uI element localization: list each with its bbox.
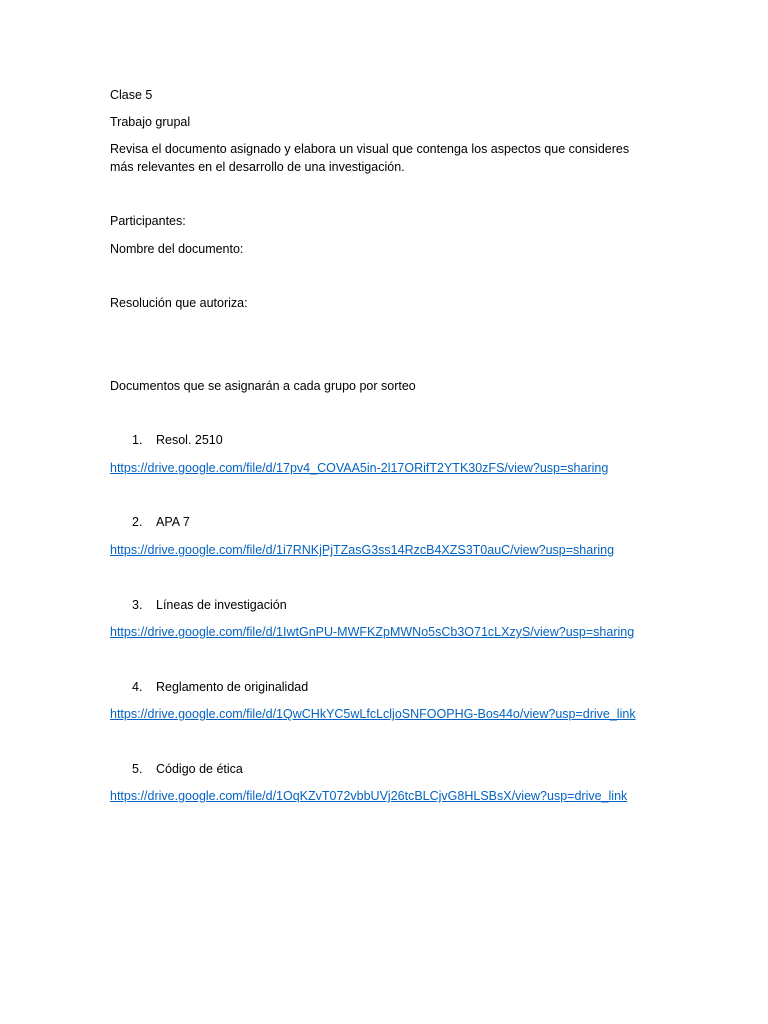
participants-label: Participantes: xyxy=(110,214,186,228)
document-link-2[interactable]: https://drive.google.com/file/d/1i7RNKjPjTZasG3ss14RzcB4XZS3T0auC/view?usp=sharing xyxy=(110,543,615,557)
list-item xyxy=(132,431,223,449)
class-label: Clase 5 xyxy=(110,88,153,102)
resolution-label: Resolución que autoriza: xyxy=(110,296,248,310)
list-item-title: Líneas de investigación xyxy=(156,598,287,612)
list-item-title: Código de ética xyxy=(156,762,243,776)
list-item-number: 5. xyxy=(132,762,143,776)
work-type: Trabajo grupal xyxy=(110,115,191,129)
document-link-4[interactable]: https://drive.google.com/file/d/1QwCHkYC5wLfcLcljoSNFOOPHG-Bos44o/view?usp=drive_link xyxy=(110,707,636,721)
list-item xyxy=(132,513,190,531)
instructions-paragraph: Revisa el documento asignado y elabora un visual que contenga los aspectos que consideres más relevantes en el desarrollo de una investigación. xyxy=(110,142,630,174)
document-link-1[interactable]: https://drive.google.com/file/d/17pv4_COVAA5in-2l17ORifT2YTK30zFS/view?usp=sharing xyxy=(110,461,609,475)
document-link-5[interactable]: https://drive.google.com/file/d/1OqKZvT072vbbUVj26tcBLCjvG8HLSBsX/view?usp=drive_link xyxy=(110,789,628,803)
document-link-3[interactable]: https://drive.google.com/file/d/1IwtGnPU-MWFKZpMWNo5sCb3O71cLXzyS/view?usp=sharing xyxy=(110,625,635,639)
list-item-number: 2. xyxy=(132,515,143,529)
list-item xyxy=(132,678,308,696)
list-item-number: 1. xyxy=(132,433,143,447)
list-item-title: APA 7 xyxy=(156,515,190,529)
list-item-title: Resol. 2510 xyxy=(156,433,223,447)
document-name-label: Nombre del documento: xyxy=(110,242,244,256)
list-item xyxy=(132,760,243,778)
list-item-title: Reglamento de originalidad xyxy=(156,680,309,694)
list-item-number: 3. xyxy=(132,598,143,612)
list-item-number: 4. xyxy=(132,680,143,694)
documents-heading: Documentos que se asignarán a cada grupo por sorteo xyxy=(110,379,416,393)
list-item xyxy=(132,596,287,614)
